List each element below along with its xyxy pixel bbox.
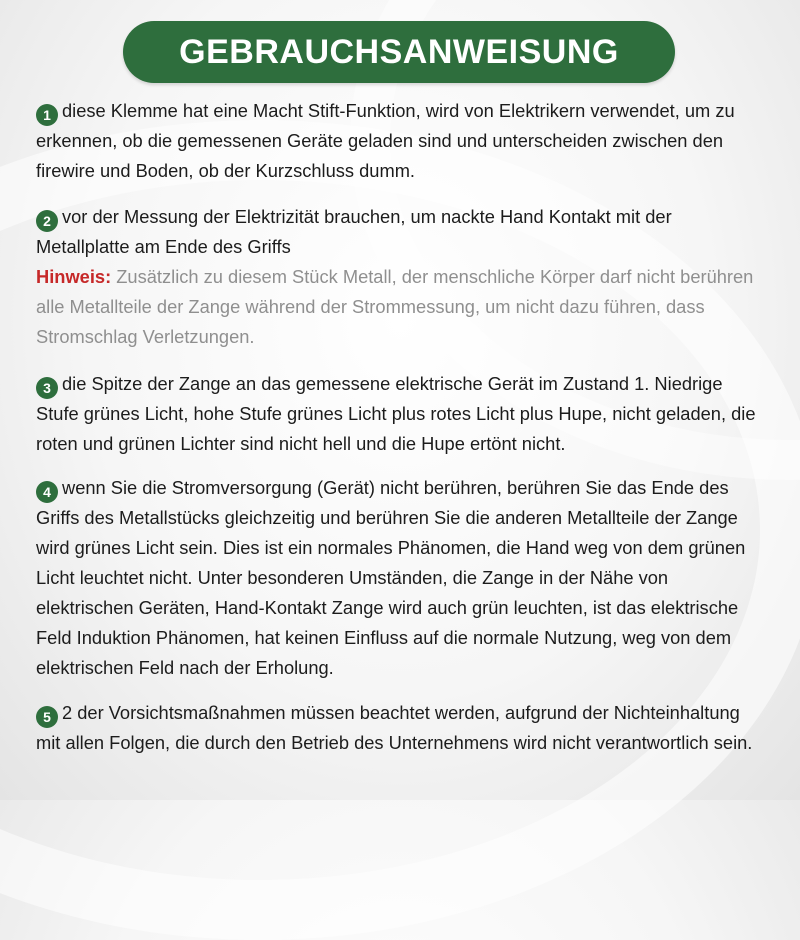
page-title: GEBRAUCHSANWEISUNG bbox=[123, 21, 675, 83]
note-label: Hinweis: bbox=[36, 266, 112, 287]
step-number-badge: 5 bbox=[36, 706, 58, 728]
step-number-badge: 3 bbox=[36, 377, 58, 399]
instruction-item-1 bbox=[36, 96, 762, 186]
instruction-text: die Spitze der Zange an das gemessene elektrische Gerät im Zustand 1. Niedrige Stufe grünes Licht, hohe Stufe grünes Licht plus rotes Licht plus Hupe, nicht geladen, die roten und grünen Lichter sind nicht hell und die Hupe ertönt nicht. bbox=[36, 373, 756, 454]
instructions-list bbox=[36, 96, 762, 758]
instruction-item-2 bbox=[36, 202, 762, 352]
step-number-badge: 4 bbox=[36, 481, 58, 503]
instruction-item-3 bbox=[36, 369, 762, 459]
step-number-badge: 2 bbox=[36, 210, 58, 232]
instruction-item-4 bbox=[36, 473, 762, 683]
step-number-badge: 1 bbox=[36, 104, 58, 126]
instruction-item-5 bbox=[36, 698, 762, 758]
instruction-text: wenn Sie die Stromversorgung (Gerät) nicht berühren, berühren Sie das Ende des Griffs des Metallstücks gleichzeitig und berühren Sie die anderen Metallteile der Zange wird grünes Licht sein. Dies ist ein normales Phänomen, die Hand weg von dem grünen Licht leuchtet nicht. Unter besonderen Umständen, die Zange in der Nähe von elektrischen Geräten, Hand-Kontakt Zange wird auch grün leuchten, ist das elektrische Feld Induktion Phänomen, hat keinen Einfluss auf die normale Nutzung, weg von dem elektrischen Feld nach der Erholung. bbox=[36, 477, 746, 678]
note-text: Zusätzlich zu diesem Stück Metall, der menschliche Körper darf nicht berühren alle Metallteile der Zange während der Strommessung, um nicht dazu führen, dass Stromschlag Verletzungen. bbox=[36, 266, 754, 347]
instruction-text: diese Klemme hat eine Macht Stift-Funktion, wird von Elektrikern verwendet, um zu erkennen, ob die gemessenen Geräte geladen sind und unterscheiden zwischen den firewire und Boden, ob der Kurzschluss dumm. bbox=[36, 100, 735, 181]
instruction-text: 2 der Vorsichtsmaßnahmen müssen beachtet werden, aufgrund der Nichteinhaltung mit allen Folgen, die durch den Betrieb des Unternehmens wird nicht verantwortlich sein. bbox=[36, 702, 753, 753]
instruction-text: vor der Messung der Elektrizität brauchen, um nackte Hand Kontakt mit der Metallplatte am Ende des Griffs bbox=[36, 206, 672, 257]
